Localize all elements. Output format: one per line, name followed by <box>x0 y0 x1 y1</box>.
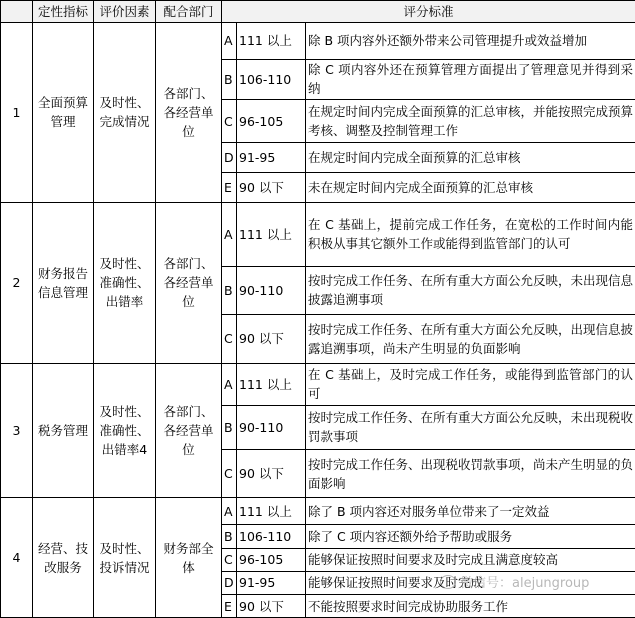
level-cell: B <box>222 525 237 549</box>
level-cell: E <box>222 595 237 618</box>
criteria-cell: 按时完成工作任务、在所有重大方面公允反映，出现信息披露追溯事项，尚未产生明显的负面影响 <box>306 315 635 363</box>
level-cell: D <box>222 571 237 595</box>
factor-cell: 及时性、投诉情况 <box>94 498 156 618</box>
criteria-cell: 在规定时间内完成全面预算的汇总审核 <box>306 143 635 173</box>
indicator-cell: 财务报告信息管理 <box>33 202 94 363</box>
criteria-cell: 能够保证按照时间要求及时完成 <box>306 571 635 595</box>
group-number: 3 <box>1 363 33 498</box>
level-cell: A <box>222 498 237 525</box>
range-cell: 91-95 <box>237 143 306 173</box>
level-cell: C <box>222 450 237 498</box>
header-indicator: 定性指标 <box>33 1 94 23</box>
level-cell: C <box>222 99 237 142</box>
indicator-cell: 税务管理 <box>33 363 94 498</box>
level-cell: C <box>222 315 237 363</box>
header-index <box>1 1 33 23</box>
dept-cell: 各部门、各经营单位 <box>156 363 222 498</box>
group-number: 1 <box>1 22 33 202</box>
factor-cell: 及时性、完成情况 <box>94 22 156 202</box>
factor-text: 及时性、准确性、出错率 <box>99 403 150 457</box>
level-cell: B <box>222 266 237 314</box>
range-cell: 90 以下 <box>237 595 306 618</box>
range-cell: 106-110 <box>237 59 306 99</box>
wechat-icon <box>440 575 456 589</box>
range-cell: 96-105 <box>237 548 306 571</box>
criteria-cell: 不能按照要求时间完成协助服务工作 <box>306 595 635 618</box>
factor-cell <box>94 363 156 498</box>
level-cell: A <box>222 202 237 266</box>
criteria-cell: 按时完成工作任务、在所有重大方面公允反映，未出现税收罚款事项 <box>306 405 635 449</box>
table-row <box>1 202 635 266</box>
factor-cell: 及时性、准确性、出错率 <box>94 202 156 363</box>
range-cell: 96-105 <box>237 99 306 142</box>
range-cell: 90-110 <box>237 405 306 449</box>
dept-cell: 各部门、各经营单位 <box>156 22 222 202</box>
range-cell: 90 以下 <box>237 315 306 363</box>
level-cell: A <box>222 363 237 405</box>
table-row <box>1 22 635 59</box>
range-cell: 90 以下 <box>237 450 306 498</box>
header-criteria: 评分标准 <box>222 1 635 23</box>
criteria-cell: 在 C 基础上，提前完成工作任务，在宽松的工作时间内能积极从事其它额外工作或能得到监管部门的认可 <box>306 202 635 266</box>
criteria-cell: 除了 B 项内容还对服务单位带来了一定效益 <box>306 498 635 525</box>
level-cell: E <box>222 172 237 202</box>
criteria-cell: 能够保证按照时间要求及时完成且满意度较高 <box>306 548 635 571</box>
range-cell: 91-95 <box>237 571 306 595</box>
criteria-cell: 未在规定时间内完成全面预算的汇总审核 <box>306 172 635 202</box>
dept-cell: 各部门、各经营单位 <box>156 202 222 363</box>
watermark <box>440 572 589 591</box>
level-cell: C <box>222 548 237 571</box>
level-cell: B <box>222 59 237 99</box>
criteria-cell: 除 C 项内容外还在预算管理方面提出了管理意见并得到采纳 <box>306 59 635 99</box>
range-cell: 111 以上 <box>237 498 306 525</box>
group-number: 2 <box>1 202 33 363</box>
range-cell: 90-110 <box>237 266 306 314</box>
indicator-cell: 全面预算管理 <box>33 22 94 202</box>
header-factor: 评价因素 <box>94 1 156 23</box>
factor-note: 4 <box>139 441 148 457</box>
header-dept: 配合部门 <box>156 1 222 23</box>
range-cell: 106-110 <box>237 525 306 549</box>
header-row <box>1 1 635 23</box>
watermark-text: 微信号：alejungroup <box>460 576 590 591</box>
criteria-cell: 除了 C 项内容还额外给予帮助或服务 <box>306 525 635 549</box>
range-cell: 90 以下 <box>237 172 306 202</box>
indicator-cell: 经营、技改服务 <box>33 498 94 618</box>
range-cell: 111 以上 <box>237 22 306 59</box>
table-row <box>1 363 635 405</box>
level-cell: A <box>222 22 237 59</box>
range-cell: 111 以上 <box>237 363 306 405</box>
criteria-cell: 除 B 项内容外还额外带来公司管理提升或效益增加 <box>306 22 635 59</box>
level-cell: B <box>222 405 237 449</box>
criteria-cell: 按时完成工作任务、在所有重大方面公允反映，未出现信息披露追溯事项 <box>306 266 635 314</box>
criteria-cell: 按时完成工作任务、出现税收罚款事项，尚未产生明显的负面影响 <box>306 450 635 498</box>
level-cell: D <box>222 143 237 173</box>
criteria-cell: 在 C 基础上，及时完成工作任务，或能得到监管部门的认可 <box>306 363 635 405</box>
dept-cell: 财务部全体 <box>156 498 222 618</box>
range-cell: 111 以上 <box>237 202 306 266</box>
group-number: 4 <box>1 498 33 618</box>
criteria-cell: 在规定时间内完成全面预算的汇总审核，并能按照完成预算考核、调整及控制管理工作 <box>306 99 635 142</box>
table-row <box>1 498 635 525</box>
